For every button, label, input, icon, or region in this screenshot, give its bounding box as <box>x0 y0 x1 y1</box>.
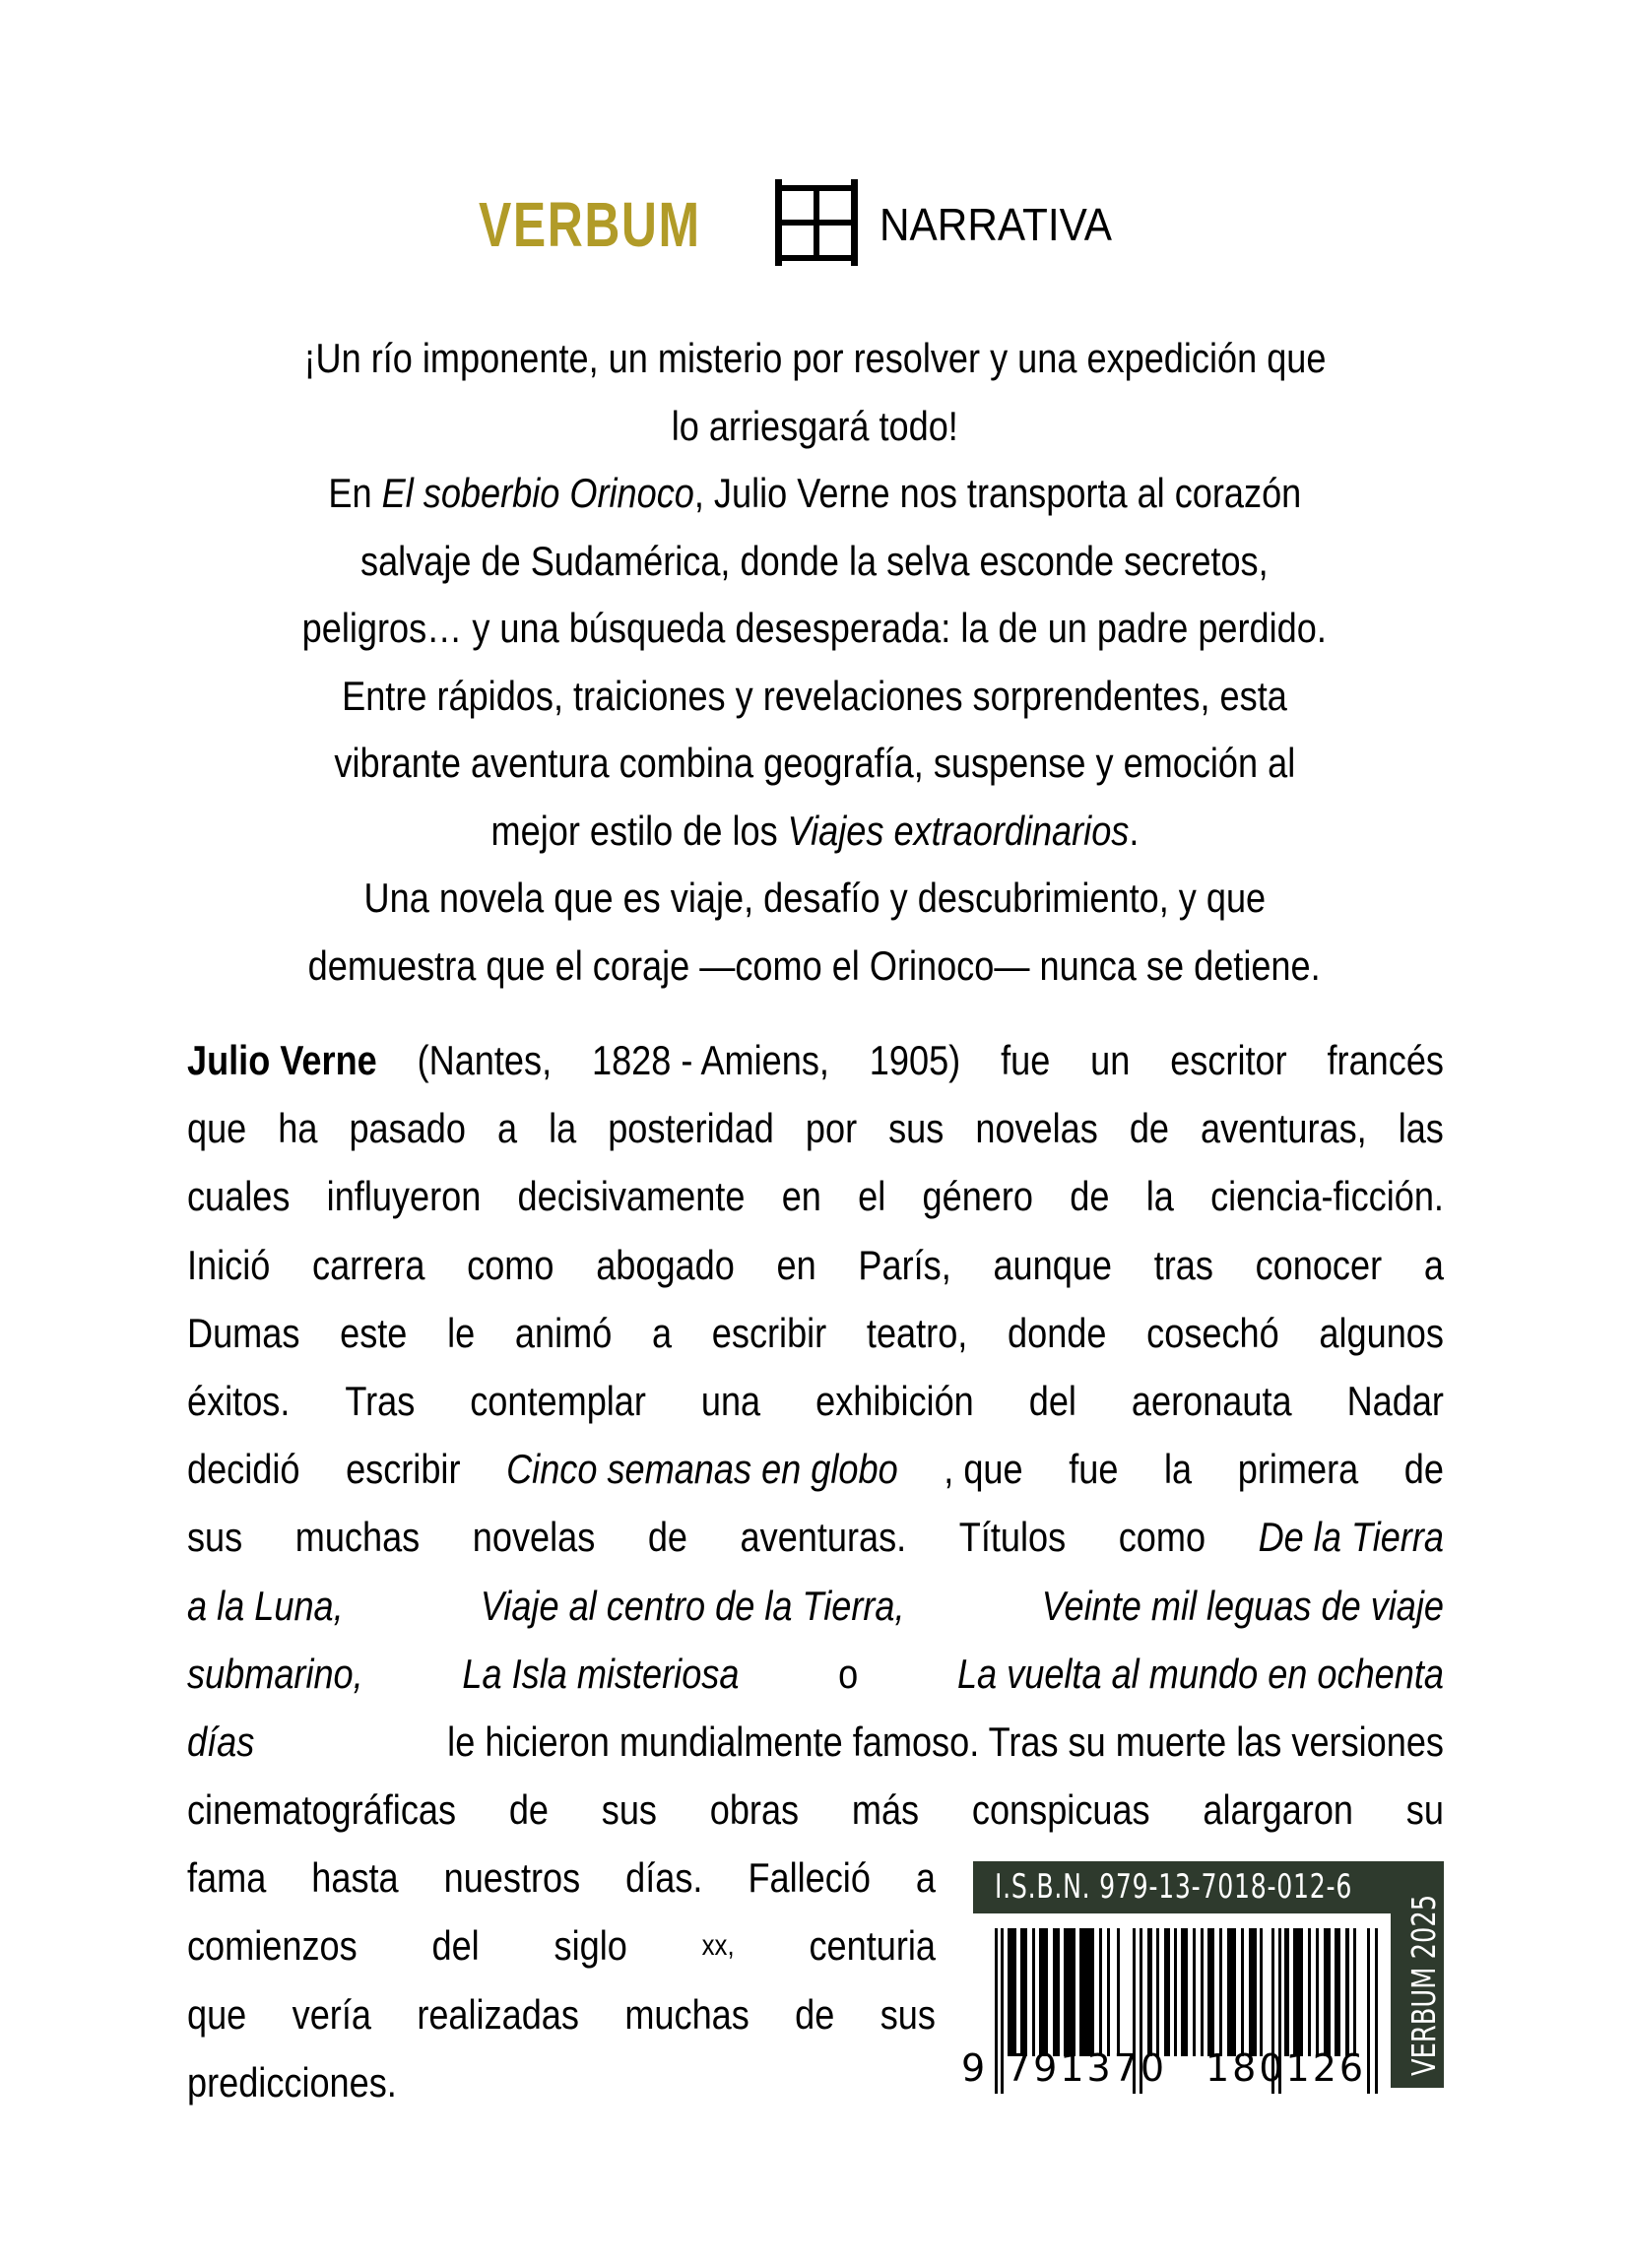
text-run: Falleció <box>748 1854 871 1902</box>
bio-line <box>187 1299 1444 1367</box>
text-run: de <box>508 1786 549 1834</box>
bio-line-text <box>187 1231 1444 1299</box>
book-title: submarino, <box>187 1650 363 1697</box>
barcode-first-digit: 9 <box>961 2046 986 2090</box>
text-run: tras <box>1153 1241 1213 1288</box>
bio-line-text <box>187 1708 1444 1776</box>
collection-name: NARRATIVA <box>880 199 1112 250</box>
publisher-logo <box>0 175 1629 274</box>
text-run: En <box>328 470 382 516</box>
blurb-line <box>148 393 1481 461</box>
bio-line <box>187 2048 936 2116</box>
text-run: escribir <box>711 1309 827 1356</box>
bio-line <box>187 1435 1444 1503</box>
text-run: escribir <box>346 1446 461 1493</box>
text-run: alargaron <box>1203 1786 1354 1834</box>
text-run: sus <box>880 1990 936 2038</box>
text-run: Títulos <box>958 1514 1067 1561</box>
text-run: una <box>700 1377 761 1424</box>
text-run: influyeron <box>326 1173 482 1220</box>
text-run: le <box>447 1309 476 1356</box>
text-run: género <box>922 1173 1033 1220</box>
text-run: demuestra que el coraje —como el Orinoco— nunca se detiene. <box>308 941 1321 989</box>
book-title: días <box>187 1717 255 1765</box>
text-run: la <box>1145 1173 1174 1220</box>
bio-line-text <box>187 1367 1444 1435</box>
text-run: Nadar <box>1346 1377 1444 1424</box>
window-grid-icon <box>772 177 861 268</box>
text-run: centuria <box>809 1922 936 1970</box>
text-run: siglo <box>554 1922 627 1970</box>
isbn-label: I.S.B.N. 979-13-7018-012-6 <box>995 1867 1353 1907</box>
text-run: pasado <box>349 1105 466 1152</box>
book-title: La Isla misteriosa <box>462 1650 740 1697</box>
bio-line-text <box>187 1572 1444 1640</box>
bio-line <box>187 1844 936 1912</box>
book-title: a la Luna, <box>187 1582 344 1629</box>
bio-line <box>187 1026 1444 1094</box>
text-run: nuestros <box>443 1854 581 1902</box>
text-run: el <box>858 1173 886 1220</box>
text-run: en <box>776 1241 816 1288</box>
bio-line <box>187 1367 1444 1435</box>
blurb-line <box>148 663 1481 731</box>
blurb-line <box>148 933 1481 1001</box>
blurb-line <box>148 798 1481 866</box>
text-run: este <box>340 1309 408 1356</box>
text-run: obras <box>709 1786 800 1834</box>
text-run: en <box>781 1173 821 1220</box>
text-run: su <box>1405 1786 1444 1834</box>
text-run: 1905) <box>869 1037 961 1083</box>
text-run: mejor estilo de los <box>490 807 788 854</box>
text-run: sus <box>601 1786 657 1834</box>
text-run: a <box>652 1309 673 1356</box>
text-run: carrera <box>312 1241 425 1288</box>
text-run: francés <box>1327 1037 1444 1083</box>
text-run: muchas <box>624 1990 749 2038</box>
bio-line-text <box>187 1435 1444 1503</box>
text-run: algunos <box>1319 1309 1444 1356</box>
text-run: hasta <box>311 1854 399 1902</box>
bio-line-text <box>187 1844 936 1912</box>
bio-line-text <box>187 1640 1444 1708</box>
text-run: o <box>838 1650 859 1697</box>
text-run: de <box>795 1990 835 2038</box>
bio-line-text <box>187 1162 1444 1230</box>
text-run: que <box>187 1105 247 1152</box>
text-run: realizadas <box>417 1990 579 2038</box>
text-run: del <box>1028 1377 1076 1424</box>
text-run: aventuras, <box>1201 1105 1367 1152</box>
text-run: ¡Un río imponente, un misterio por resolver y una expedición que <box>303 335 1326 381</box>
book-title: Viajes extraordinarios <box>787 807 1129 854</box>
bio-line-text <box>187 1503 1444 1571</box>
blurb-line-text <box>334 730 1295 798</box>
text-run: (Nantes, <box>417 1037 553 1083</box>
text-run: contemplar <box>470 1377 646 1424</box>
text-run: días. <box>625 1854 703 1902</box>
bio-line <box>187 1708 1444 1776</box>
text-run: sus <box>888 1105 945 1152</box>
blurb-line-text <box>342 663 1287 731</box>
bio-line <box>187 1980 936 2048</box>
text-run: comienzos <box>187 1922 358 1970</box>
text-run: Dumas <box>187 1309 300 1356</box>
text-run: cosechó <box>1146 1309 1279 1356</box>
text-run: las <box>1398 1105 1444 1152</box>
blurb-line <box>148 865 1481 933</box>
text-run: de <box>1129 1105 1170 1152</box>
text-run: como <box>467 1241 554 1288</box>
book-title: La vuelta al mundo en ochenta <box>956 1650 1444 1697</box>
bio-line <box>187 1640 1444 1708</box>
text-run: por <box>805 1105 858 1152</box>
bio-line <box>187 1503 1444 1571</box>
text-run: decidió <box>187 1446 300 1493</box>
text-run: París, <box>858 1241 951 1288</box>
text-run: un <box>1090 1037 1131 1083</box>
blurb-line-text <box>303 325 1326 393</box>
text-run: exhibición <box>815 1377 974 1424</box>
bio-line-text <box>187 1299 1444 1367</box>
text-run: conspicuas <box>971 1786 1150 1834</box>
bio-line <box>187 1231 1444 1299</box>
text-run: Tras <box>345 1377 416 1424</box>
barcode-left-digits: 791370 <box>1007 2046 1168 2090</box>
book-title: Viaje al centro de la Tierra, <box>480 1582 905 1629</box>
text-run: lo arriesgará todo! <box>671 402 958 449</box>
blurb-line-text <box>363 865 1266 933</box>
text-run: peligros… y una búsqueda desesperada: la de un padre perdido. <box>301 605 1328 651</box>
blurb-line <box>148 528 1481 596</box>
barcode-right-digits: 180126 <box>1205 2046 1367 2090</box>
text-run: más <box>851 1786 920 1834</box>
text-run: Una novela que es viaje, desafío y descubrimiento, y que <box>363 875 1266 921</box>
text-run: vería <box>292 1990 371 2038</box>
text-run: a <box>496 1105 518 1152</box>
text-run: muchas <box>294 1514 421 1561</box>
bio-line-text <box>187 1776 1444 1844</box>
bio-line <box>187 1776 1444 1844</box>
text-run: decisivamente <box>517 1173 746 1220</box>
text-run: ciencia-ficción. <box>1210 1173 1444 1220</box>
author-name: Julio Verne <box>187 1037 377 1083</box>
bio-line <box>187 1162 1444 1230</box>
text-run: teatro, <box>866 1309 968 1356</box>
bio-line <box>187 1912 936 1979</box>
text-run: aunque <box>993 1241 1112 1288</box>
text-run: como <box>1118 1514 1206 1561</box>
text-run: Entre rápidos, traiciones y revelaciones sorprendentes, esta <box>342 672 1287 719</box>
bio-line <box>187 1572 1444 1640</box>
text-run: del <box>431 1922 480 1970</box>
text-run: escritor <box>1170 1037 1287 1083</box>
bio-line-text <box>187 1980 936 2048</box>
text-run: novelas <box>472 1514 596 1561</box>
text-run: ha <box>278 1105 318 1152</box>
text-run: . <box>1128 807 1139 854</box>
text-run: a <box>1423 1241 1444 1288</box>
text-run: 1828 - Amiens, <box>591 1037 829 1083</box>
blurb-line <box>148 325 1481 393</box>
text-run: cinematográficas <box>187 1786 457 1834</box>
text-run: Inició <box>187 1241 271 1288</box>
text-run: la <box>1164 1446 1193 1493</box>
text-run: sus <box>187 1514 243 1561</box>
text-run: predicciones. <box>187 2058 397 2106</box>
text-run: que <box>187 1990 247 2038</box>
text-run: de <box>647 1514 688 1561</box>
blurb-line <box>148 460 1481 528</box>
bio-line-text <box>187 1912 936 1979</box>
text-run: le hicieron mundialmente famoso. Tras su muerte las versiones <box>447 1717 1444 1765</box>
bio-line <box>187 1094 1444 1162</box>
brand-name: VERBUM <box>479 189 701 260</box>
text-run: novelas <box>975 1105 1098 1152</box>
text-run: fue <box>1001 1037 1051 1083</box>
book-blurb <box>148 325 1481 1000</box>
book-title: El soberbio Orinoco <box>381 470 694 516</box>
bio-line-text <box>187 1094 1444 1162</box>
text-run: de <box>1403 1446 1444 1493</box>
text-run: , Julio Verne nos transporta al corazón <box>693 470 1301 516</box>
text-run: , que <box>944 1446 1023 1493</box>
text-run: salvaje de Sudamérica, donde la selva esconde secretos, <box>360 537 1269 584</box>
text-run: conocer <box>1255 1241 1383 1288</box>
text-run: posteridad <box>608 1105 774 1152</box>
text-run: vibrante aventura combina geografía, suspense y emoción al <box>334 740 1295 786</box>
blurb-line-text <box>328 460 1301 528</box>
isbn-barcode-block <box>961 1861 1446 2092</box>
book-title: Cinco semanas en globo <box>506 1446 898 1493</box>
blurb-line-text <box>490 798 1139 866</box>
blurb-line <box>148 595 1481 663</box>
text-run: animó <box>514 1309 613 1356</box>
text-run: fue <box>1069 1446 1119 1493</box>
text-run: éxitos. <box>187 1377 291 1424</box>
blurb-line-text <box>671 393 957 461</box>
bio-line-text <box>187 1026 1444 1094</box>
text-run: primera <box>1237 1446 1359 1493</box>
text-run: xx, <box>701 1929 735 1963</box>
text-run: de <box>1070 1173 1110 1220</box>
book-title: De la Tierra <box>1258 1514 1444 1561</box>
text-run: la <box>549 1105 577 1152</box>
publisher-year-label: VERBUM 2025 <box>1404 1894 1443 2076</box>
blurb-line-text <box>308 933 1321 1001</box>
book-title: Veinte mil leguas de viaje <box>1041 1582 1444 1629</box>
text-run: abogado <box>596 1241 735 1288</box>
text-run: a <box>915 1854 936 1902</box>
blurb-line <box>148 730 1481 798</box>
text-run: aventuras. <box>740 1514 907 1561</box>
text-run: cuales <box>187 1173 291 1220</box>
bio-line-text <box>187 2048 831 2116</box>
text-run: donde <box>1008 1309 1107 1356</box>
blurb-line-text <box>360 528 1269 596</box>
blurb-line-text <box>302 595 1327 663</box>
text-run: aeronauta <box>1131 1377 1292 1424</box>
text-run: fama <box>187 1854 267 1902</box>
